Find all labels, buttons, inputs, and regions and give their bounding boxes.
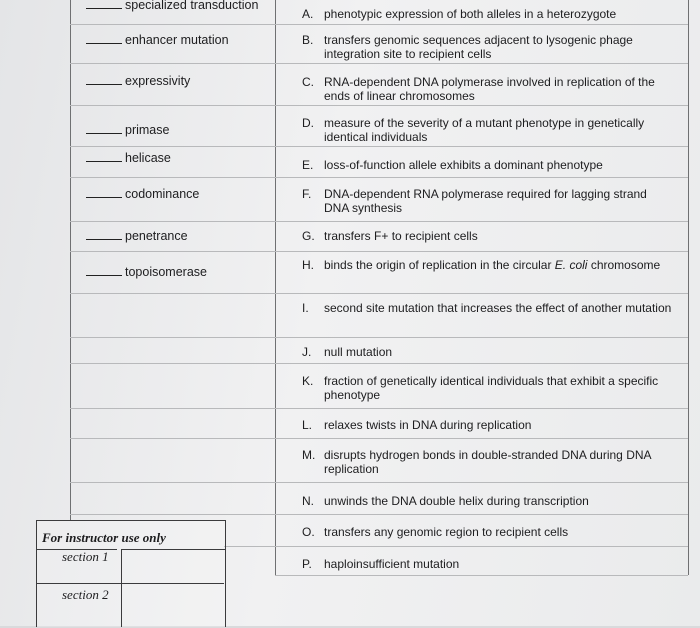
term-codominance: codominance	[86, 187, 199, 201]
left-table-border	[70, 0, 71, 520]
row-divider	[70, 337, 688, 338]
row-divider	[224, 546, 688, 547]
term-topoisomerase: topoisomerase	[86, 265, 207, 279]
row-divider	[70, 105, 688, 106]
definition-e: E. loss-of-function allele exhibits a dominant phenotype	[302, 158, 603, 172]
section-1-label: section 1	[62, 549, 109, 564]
definition-m: M. disrupts hydrogen bonds in double-stranded DNA during DNA replication	[302, 448, 651, 476]
definition-p: P. haploinsufficient mutation	[302, 557, 460, 571]
row-divider	[70, 293, 688, 294]
section-1-score-cell[interactable]	[121, 549, 225, 583]
row-divider	[70, 221, 688, 222]
definition-c: C. RNA-dependent DNA polymerase involved in replication of the ends of linear chromosomes	[302, 75, 655, 103]
row-divider	[70, 177, 688, 178]
answer-blank[interactable]	[86, 8, 122, 9]
row-divider	[70, 363, 688, 364]
definition-b: B. transfers genomic sequences adjacent to lysogenic phage integration site to recipient cells	[302, 33, 633, 61]
right-table-border	[688, 0, 689, 575]
row-divider	[70, 408, 688, 409]
answer-blank[interactable]	[86, 43, 122, 44]
answer-blank[interactable]	[86, 239, 122, 240]
row-divider	[70, 251, 688, 252]
middle-table-border	[275, 0, 276, 575]
term-primase: primase	[86, 123, 169, 137]
term-expressivity: expressivity	[86, 74, 190, 88]
definition-i: I. second site mutation that increases the effect of another mutation	[302, 301, 672, 315]
section-2-divider	[121, 583, 225, 627]
row-divider	[70, 63, 688, 64]
term-enhancer-mutation: enhancer mutation	[86, 33, 229, 47]
definition-g: G. transfers F+ to recipient cells	[302, 229, 478, 243]
definition-k: K. fraction of genetically identical individuals that exhibit a specific phenotype	[302, 374, 659, 402]
row-divider	[70, 482, 688, 483]
row-divider	[70, 438, 688, 439]
term-specialized-transduction: specialized transduction	[86, 0, 258, 12]
answer-blank[interactable]	[86, 197, 122, 198]
section-2-label: section 2	[62, 587, 109, 602]
definition-h-text: binds the origin of replication in the circular E. coli chromosome	[324, 258, 661, 272]
answer-blank[interactable]	[86, 161, 122, 162]
definition-n: N. unwinds the DNA double helix during transcription	[302, 494, 589, 508]
definition-j: J. null mutation	[302, 345, 393, 359]
instructor-use-box	[36, 520, 226, 627]
instructor-box-title: For instructor use only	[42, 530, 166, 545]
row-divider	[70, 24, 688, 25]
row-divider	[275, 575, 688, 576]
row-divider	[70, 146, 688, 147]
definition-o: O. transfers any genomic region to recipient cells	[302, 525, 569, 539]
term-penetrance: penetrance	[86, 229, 188, 243]
definition-h: H. binds the origin of replication in the circular E. coli chromosome	[302, 258, 672, 272]
answer-blank[interactable]	[86, 84, 122, 85]
definition-f: F. DNA-dependent RNA polymerase required for lagging strand DNA synthesis	[302, 187, 647, 215]
answer-blank[interactable]	[86, 133, 122, 134]
answer-blank[interactable]	[86, 275, 122, 276]
definition-d: D. measure of the severity of a mutant phenotype in genetically identical individuals	[302, 116, 645, 144]
definition-a: A. phenotypic expression of both alleles in a heterozygote	[302, 7, 617, 21]
definition-l: L. relaxes twists in DNA during replication	[302, 418, 532, 432]
row-divider	[70, 514, 688, 515]
term-helicase: helicase	[86, 151, 171, 165]
